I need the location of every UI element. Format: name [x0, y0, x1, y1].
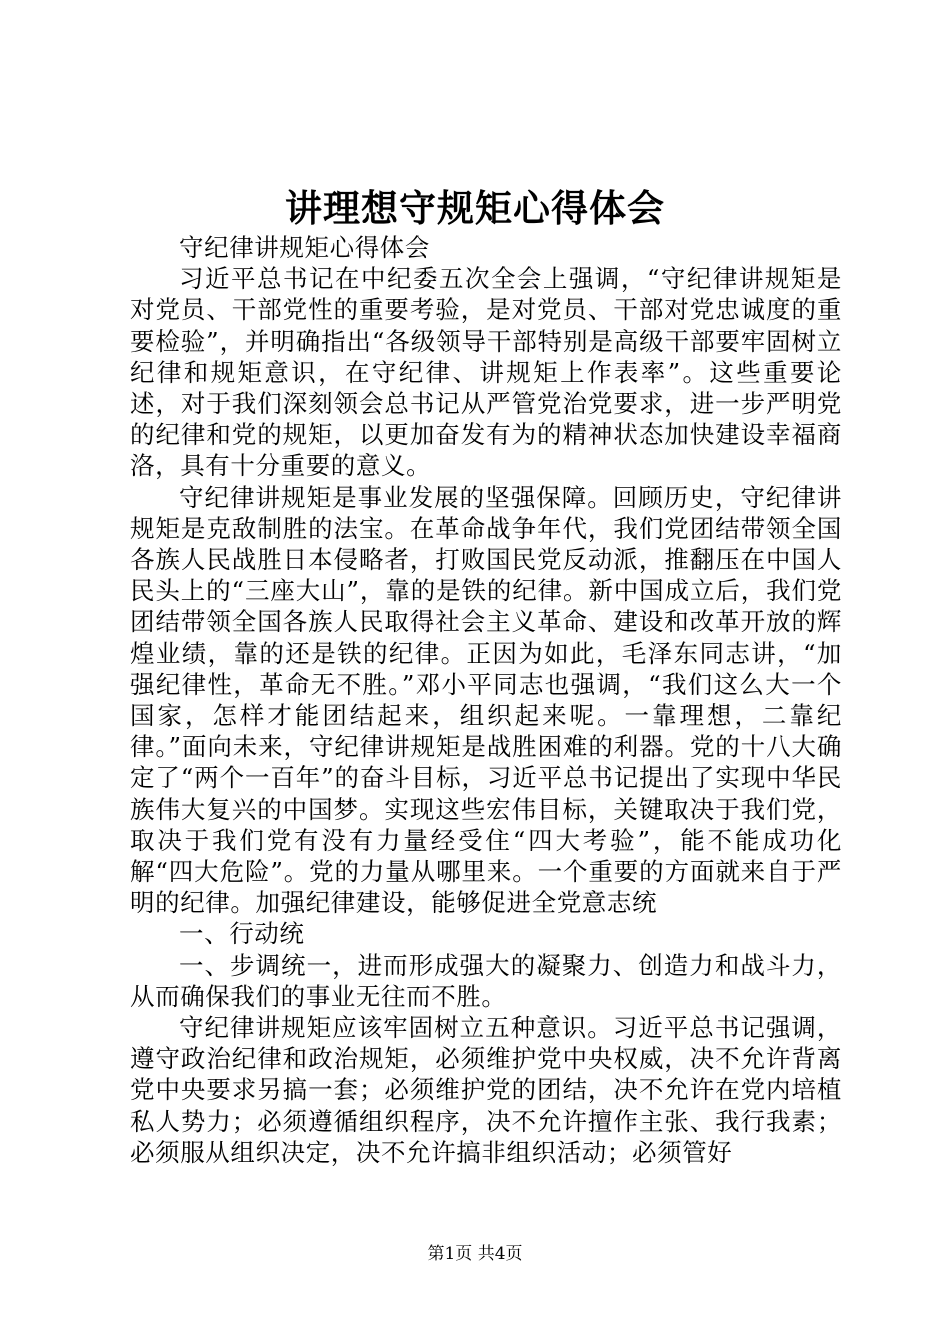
document-title: 讲理想守规矩心得体会 [285, 186, 665, 230]
paragraph-4: 一、步调统一，进而形成强大的凝聚力、创造力和战斗力，从而确保我们的事业无往而不胜。 [130, 950, 842, 1011]
paragraph-5: 守纪律讲规矩应该牢固树立五种意识。习近平总书记强调，遵守政治纪律和政治规矩，必须维护党中央权威，决不允许背离党中央要求另搞一套；必须维护党的团结，决不允许在党内培植私人势力；必须遵循组织程序，决不允许擅作主张、我行我素；必须服从组织决定，决不允许搞非组织活动；必须管好 [130, 1013, 842, 1167]
paragraph-3: 一、行动统 [179, 919, 305, 949]
paragraph-2: 守纪律讲规矩是事业发展的坚强保障。回顾历史，守纪律讲规矩是克敌制胜的法宝。在革命战争年代，我们党团结带领全国各族人民战胜日本侵略者，打败国民党反动派，推翻压在中国人民头上的“三座大山”，靠的是铁的纪律。新中国成立后，我们党团结带领全国各族人民取得社会主义革命、建设和改革开放的辉煌业绩，靠的还是铁的纪律。正因为如此，毛泽东同志讲，“加强纪律性，革命无不胜。”邓小平同志也强调，“我们这么大一个国家，怎样才能团结起来，组织起来呢。一靠理想，二靠纪律。”面向未来，守纪律讲规矩是战胜困难的利器。党的十八大确定了“两个一百年”的奋斗目标，习近平总书记提出了实现中华民族伟大复兴的中国梦。实现这些宏伟目标，关键取决于我们党，取决于我们党有没有力量经受住“四大考验”，能不能成功化解“四大危险”。党的力量从哪里来。一个重要的方面就来自于严明的纪律。加强纪律建设，能够促进全党意志统 [130, 482, 842, 918]
document-body [130, 232, 842, 1168]
paragraph-subtitle: 守纪律讲规矩心得体会 [179, 233, 430, 262]
paragraph-1: 习近平总书记在中纪委五次全会上强调，“守纪律讲规矩是对党员、干部党性的重要考验，是对党员、干部对党忠诚度的重要检验”，并明确指出“各级领导干部特别是高级干部要牢固树立纪律和规矩意识，在守纪律、讲规矩上作表率”。这些重要论述，对于我们深刻领会总书记从严管党治党要求，进一步严明党的纪律和党的规矩，以更加奋发有为的精神状态加快建设幸福商洛，具有十分重要的意义。 [130, 264, 842, 481]
page-footer: 第1页 共4页 [427, 1244, 523, 1264]
